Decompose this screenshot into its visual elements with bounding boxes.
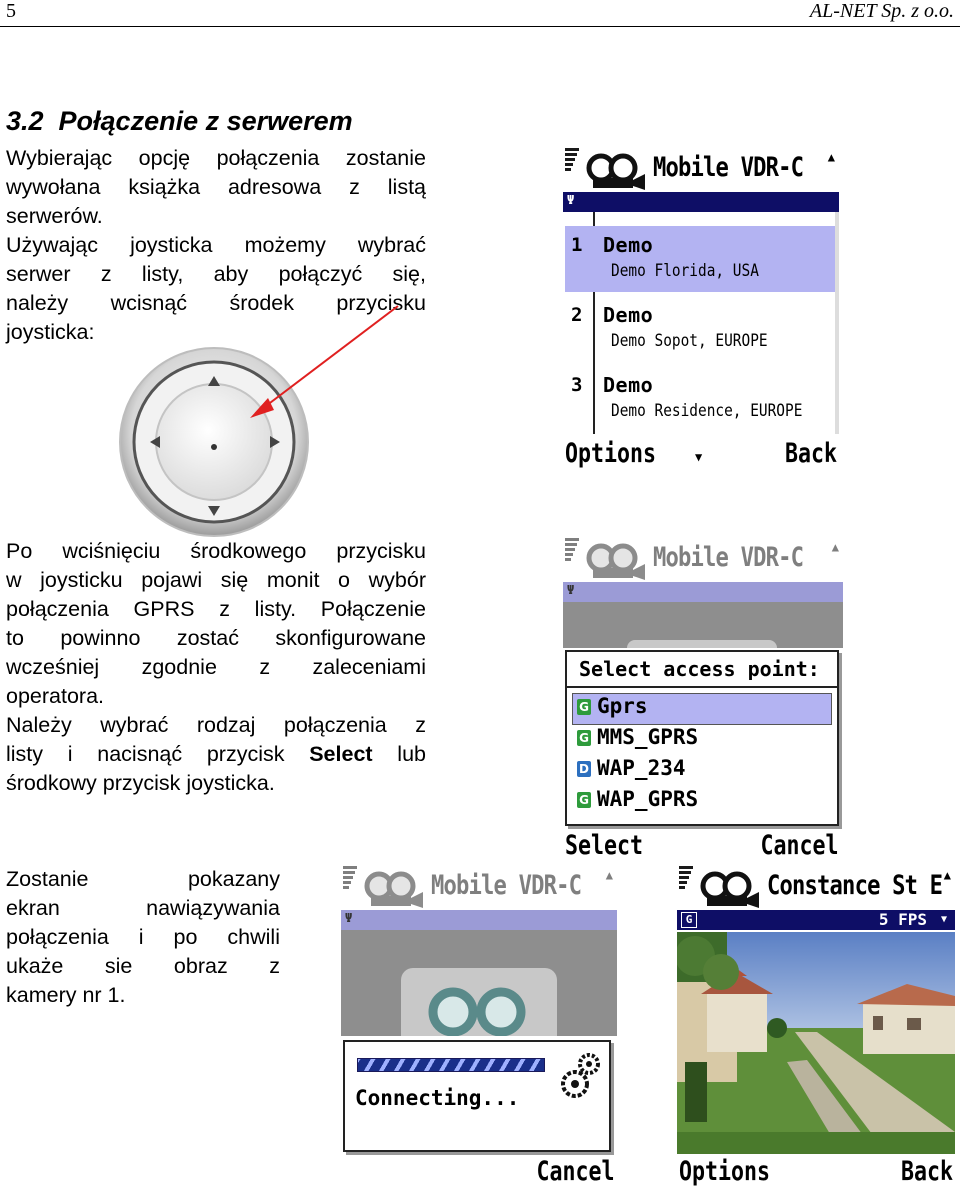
data-badge-icon: D <box>577 761 591 777</box>
text-line: Należy wybrać rodzaj połączenia z <box>6 713 426 737</box>
company-name: AL-NET Sp. z o.o. <box>809 0 954 22</box>
splash-panel <box>401 968 557 1036</box>
camera-image <box>677 932 955 1154</box>
chevron-down-icon: ▼ <box>695 450 703 464</box>
app-title: Mobile VDR-C <box>653 152 804 183</box>
options-softkey[interactable]: Options <box>679 1156 771 1187</box>
camera-view-screen <box>677 864 955 1190</box>
gprs-badge-icon: G <box>577 699 591 715</box>
text-line: serwerów. <box>6 204 103 228</box>
scroll-up-icon: ▲ <box>943 868 951 882</box>
item-label: WAP_GPRS <box>597 787 699 811</box>
prompt-paragraph <box>6 537 426 798</box>
camera-logo-icon <box>363 870 425 908</box>
screen-background <box>341 930 617 1036</box>
title-bar <box>563 536 843 582</box>
access-point-item[interactable] <box>573 694 831 724</box>
softkey-bar <box>677 1156 955 1190</box>
gprs-badge-icon: G <box>577 730 591 746</box>
item-label: Gprs <box>597 694 648 718</box>
progress-bar <box>357 1058 545 1072</box>
cancel-softkey[interactable]: Cancel <box>760 830 839 861</box>
text-line: kamery nr 1. <box>6 983 126 1007</box>
signal-icon <box>565 538 579 563</box>
app-title: Mobile VDR-C <box>431 870 582 901</box>
nav-bar <box>677 910 955 930</box>
item-label: WAP_234 <box>597 756 686 780</box>
text-line: joysticka: <box>6 320 95 344</box>
scrollbar[interactable] <box>835 212 839 434</box>
network-badge-icon: G <box>681 912 697 928</box>
softkey-bar <box>563 830 843 866</box>
text-line: operatora. <box>6 684 105 708</box>
item-subtitle: Demo Sopot, EUROPE <box>611 331 768 351</box>
text-line: należy wcisnąć środek przycisku <box>6 291 426 315</box>
text-line: Po wciśnięciu środkowego przycisku <box>6 539 426 563</box>
camera-logo-icon <box>417 982 541 1036</box>
item-title: Demo <box>603 373 654 397</box>
text-line: serwer z listy, aby połączyć się, <box>6 262 426 286</box>
item-number: 3 <box>571 374 583 396</box>
softkey-bar <box>563 438 839 474</box>
access-point-screen <box>563 536 843 866</box>
text-line: środkowy przycisk joysticka. <box>6 771 275 795</box>
text-line: to powinno zostać skonfigurowane <box>6 626 426 650</box>
list-item[interactable] <box>565 296 837 362</box>
text-line: połączenia i po chwili <box>6 925 280 949</box>
signal-icon <box>565 148 579 173</box>
camera-logo-icon <box>585 542 647 580</box>
dialog-title: Select access point: <box>567 652 837 688</box>
text-line: Zostanie pokazany <box>6 867 280 891</box>
text-line: ukaże sie obraz z <box>6 954 280 978</box>
header-divider <box>0 26 960 27</box>
text-line: ekran nawiązywania <box>6 896 280 920</box>
item-subtitle: Demo Florida, USA <box>611 261 759 281</box>
antenna-icon: Ψ <box>567 193 575 207</box>
softkey-bar <box>341 1156 617 1190</box>
text-line <box>6 740 426 769</box>
nav-bar <box>341 910 617 930</box>
text-line: połączenia GPRS z listy. Połączenie <box>6 597 426 621</box>
item-subtitle: Demo Residence, EUROPE <box>611 401 803 421</box>
title-bar <box>677 864 955 910</box>
title-bar <box>341 864 617 910</box>
access-point-item[interactable] <box>573 787 831 817</box>
scroll-up-icon: ▲ <box>605 868 613 882</box>
item-label: MMS_GPRS <box>597 725 699 749</box>
screen-background <box>563 602 843 648</box>
antenna-icon: Ψ <box>345 911 353 925</box>
scroll-up-icon: ▲ <box>827 150 835 164</box>
back-softkey[interactable]: Back <box>784 438 837 469</box>
scroll-up-icon: ▲ <box>831 540 839 554</box>
gprs-badge-icon: G <box>577 792 591 808</box>
camera-logo-icon <box>585 152 647 190</box>
section-heading: 3.2 Połączenie z serwerem <box>6 106 353 136</box>
select-softkey[interactable]: Select <box>565 830 644 861</box>
pointer-arrow <box>240 300 410 430</box>
item-number: 2 <box>571 304 583 326</box>
text-line: wcześniej zgodnie z zaleceniami <box>6 655 426 679</box>
signal-icon <box>679 866 693 891</box>
access-point-dialog <box>565 650 839 826</box>
antenna-icon: Ψ <box>567 583 575 597</box>
options-softkey[interactable]: Options <box>565 438 657 469</box>
gears-icon <box>559 1050 605 1100</box>
text-line: Używając joysticka możemy wybrać <box>6 233 426 257</box>
connecting-dialog <box>343 1040 611 1152</box>
item-title: Demo <box>603 233 654 257</box>
text-line: Wybierając opcję połączenia zostanie <box>6 146 426 170</box>
access-point-item[interactable] <box>573 725 831 755</box>
item-title: Demo <box>603 303 654 327</box>
access-point-item[interactable] <box>573 756 831 786</box>
page-number: 5 <box>6 0 16 22</box>
camera-title: Constance St E <box>767 870 943 901</box>
connecting-paragraph <box>6 865 280 1010</box>
server-list-screen <box>563 146 839 476</box>
text-span: listy i nacisnąć przycisk <box>6 742 310 766</box>
title-bar <box>563 146 839 192</box>
signal-icon <box>343 866 357 891</box>
item-number: 1 <box>571 234 583 256</box>
list-item[interactable] <box>565 226 837 292</box>
select-emphasis: Select <box>309 742 373 766</box>
list-item[interactable] <box>565 366 837 432</box>
cancel-softkey[interactable]: Cancel <box>536 1156 615 1187</box>
chevron-down-icon: ▼ <box>940 914 947 925</box>
connecting-status: Connecting... <box>355 1086 520 1110</box>
nav-bar <box>563 192 839 212</box>
nav-bar <box>563 582 843 602</box>
fps-indicator[interactable]: 5 FPS <box>878 910 927 929</box>
text-span: lub <box>372 742 426 766</box>
camera-logo-icon <box>699 870 761 908</box>
back-softkey[interactable]: Back <box>900 1156 953 1187</box>
text-line: w joysticku pojawi się monit o wybór <box>6 568 426 592</box>
text-line: wywołana książka adresowa z listą <box>6 175 426 199</box>
connecting-screen <box>341 864 617 1190</box>
app-title: Mobile VDR-C <box>653 542 804 573</box>
